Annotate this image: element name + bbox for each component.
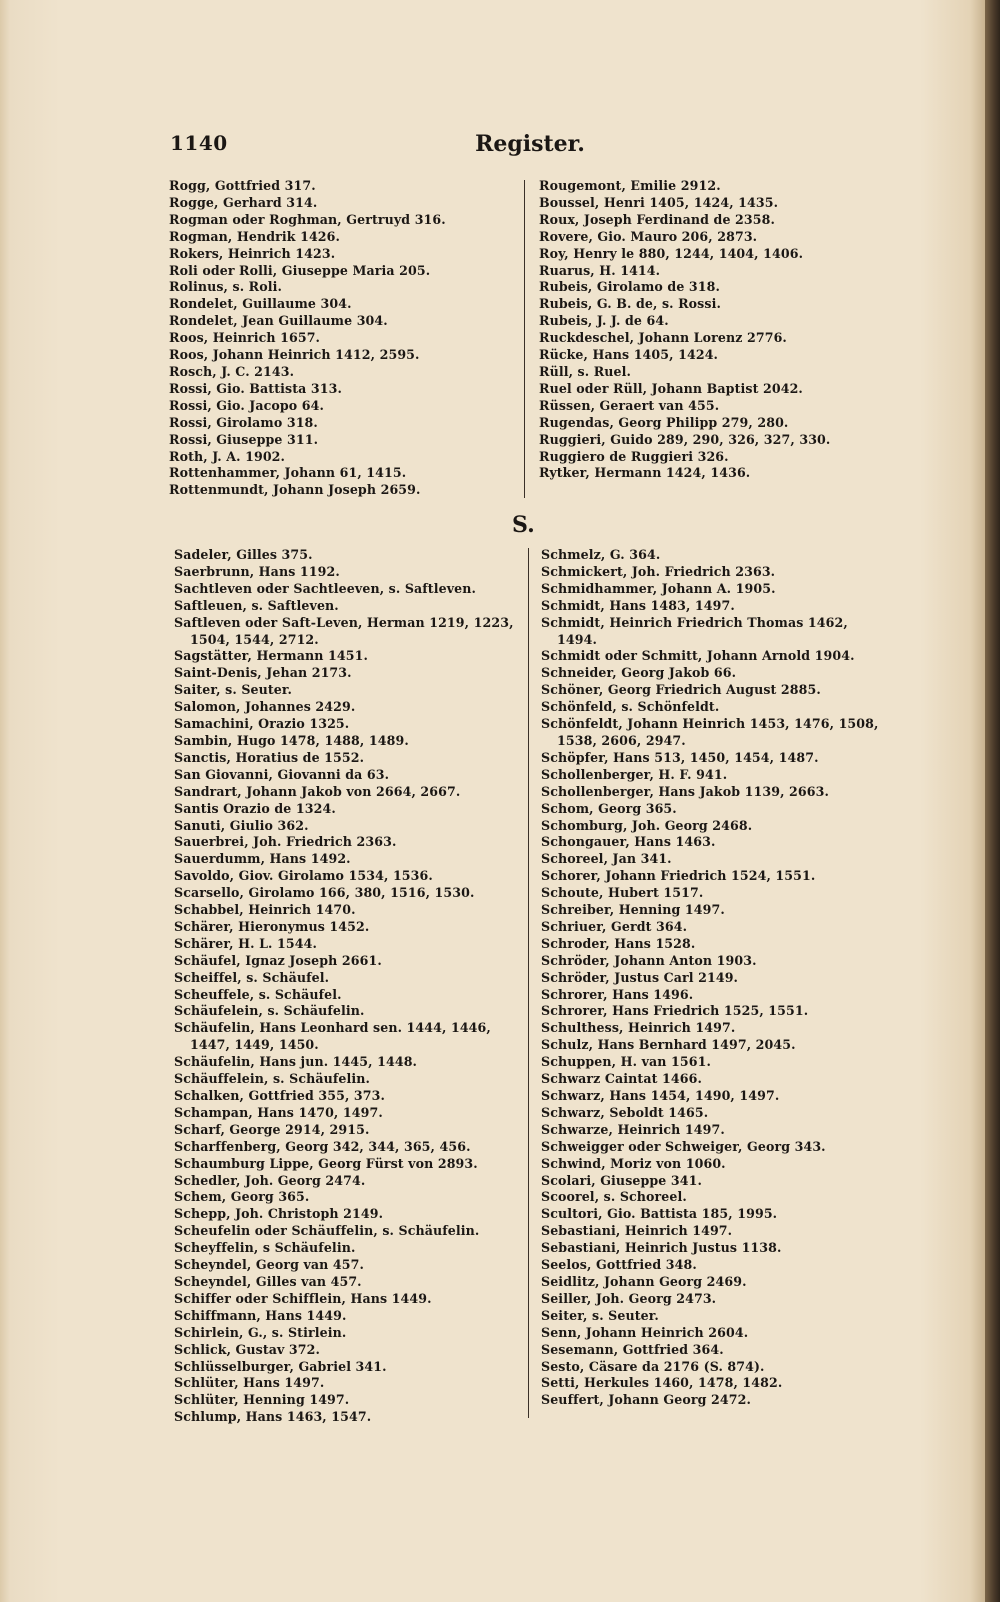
index-entry: Rüll, s. Ruel. — [539, 363, 632, 379]
index-entry: Rossi, Girolamo 318. — [169, 414, 318, 430]
index-entry: Schriuer, Gerdt 364. — [541, 918, 688, 934]
index-entry: Rogman oder Roghman, Gertruyd 316. — [169, 211, 446, 227]
page-number: 1140 — [170, 131, 228, 155]
index-entry: Sebastiani, Heinrich 1497. — [541, 1223, 733, 1239]
column-divider — [528, 548, 529, 1418]
index-entry: Schreiber, Henning 1497. — [541, 902, 725, 918]
index-entry: Sanctis, Horatius de 1552. — [174, 749, 365, 765]
index-entry: Schwarz Caintat 1466. — [541, 1071, 702, 1087]
index-entry: Rogg, Gottfried 317. — [169, 178, 316, 193]
index-entry: Rougemont, Emilie 2912. — [539, 178, 721, 193]
index-entry: Sandrart, Johann Jakob von 2664, 2667. — [174, 783, 461, 799]
index-entry: Savoldo, Giov. Girolamo 1534, 1536. — [174, 868, 433, 884]
index-entry: Rubeis, G. B. de, s. Rossi. — [539, 296, 721, 312]
index-entry: Schwarz, Hans 1454, 1490, 1497. — [541, 1088, 780, 1103]
index-column-r-left — [169, 178, 514, 499]
index-column-s-right — [541, 547, 881, 1409]
index-entry: Roy, Henry le 880, 1244, 1404, 1406. — [539, 245, 804, 261]
index-entry: Seidlitz, Johann Georg 2469. — [541, 1273, 747, 1289]
index-entry: Rossi, Gio. Jacopo 64. — [169, 397, 324, 413]
index-entry: Scolari, Giuseppe 341. — [541, 1172, 702, 1188]
index-entry: Ruckdeschel, Johann Lorenz 2776. — [539, 330, 787, 346]
index-entry: Sadeler, Gilles 375. — [174, 547, 313, 562]
index-entry: Rytker, Hermann 1424, 1436. — [539, 465, 751, 481]
index-entry: Boussel, Henri 1405, 1424, 1435. — [539, 194, 779, 210]
index-entry: Schäufelin, Hans Leonhard sen. 1444, 1446, 1447, 1449, 1450. — [174, 1020, 491, 1053]
index-entry: Roux, Joseph Ferdinand de 2358. — [539, 211, 775, 227]
index-entry: Schmelz, G. 364. — [541, 547, 661, 562]
index-entry: Sauerdumm, Hans 1492. — [174, 851, 351, 867]
index-entry: Scoorel, s. Schoreel. — [541, 1189, 687, 1205]
index-entry: Rottenmundt, Johann Joseph 2659. — [169, 482, 421, 498]
index-entry: Schlüsselburger, Gabriel 341. — [174, 1358, 387, 1374]
index-entry: Schärer, H. L. 1544. — [174, 935, 317, 951]
index-entry: Schiffmann, Hans 1449. — [174, 1307, 347, 1323]
index-entry: Scheufelin oder Schäuffelin, s. Schäufelin. — [174, 1223, 480, 1239]
index-entry: Schuppen, H. van 1561. — [541, 1054, 711, 1070]
index-entry: Saftleuen, s. Saftleven. — [174, 597, 339, 613]
index-entry: Schröder, Justus Carl 2149. — [541, 969, 739, 985]
index-entry: Schmidt, Hans 1483, 1497. — [541, 597, 735, 613]
index-entry: Scheiffel, s. Schäufel. — [174, 969, 330, 985]
index-entry: Saint-Denis, Jehan 2173. — [174, 665, 352, 681]
index-entry: Schollenberger, Hans Jakob 1139, 2663. — [541, 783, 829, 799]
index-entry: Ruggieri, Guido 289, 290, 326, 327, 330. — [539, 431, 831, 447]
index-entry: Sesemann, Gottfried 364. — [541, 1341, 724, 1357]
index-entry: Rugendas, Georg Philipp 279, 280. — [539, 414, 789, 430]
index-entry: Salomon, Johannes 2429. — [174, 699, 356, 715]
index-entry: Sagstätter, Hermann 1451. — [174, 648, 368, 664]
index-entry: Sanuti, Giulio 362. — [174, 817, 309, 833]
index-entry: Scarsello, Girolamo 166, 380, 1516, 1530. — [174, 885, 475, 901]
index-column-s-left — [174, 547, 514, 1426]
index-entry: Schäufelein, s. Schäufelin. — [174, 1003, 365, 1019]
index-entry: Rücke, Hans 1405, 1424. — [539, 347, 719, 363]
index-entry: Roos, Heinrich 1657. — [169, 330, 321, 346]
index-entry: Schepp, Joh. Christoph 2149. — [174, 1206, 384, 1222]
index-entry: Schroder, Hans 1528. — [541, 935, 696, 951]
index-entry: Schäufel, Ignaz Joseph 2661. — [174, 952, 382, 968]
index-entry: Sesto, Cäsare da 2176 (S. 874). — [541, 1358, 765, 1374]
index-column-r-right — [539, 178, 889, 482]
index-entry: Scharffenberg, Georg 342, 344, 365, 456. — [174, 1138, 471, 1154]
index-entry: Sachtleven oder Sachtleeven, s. Saftleven. — [174, 580, 476, 596]
index-entry: Schlump, Hans 1463, 1547. — [174, 1409, 372, 1425]
index-entry: Schweigger oder Schweiger, Georg 343. — [541, 1138, 826, 1154]
index-entry: Schomburg, Joh. Georg 2468. — [541, 817, 753, 833]
index-entry: Schwarze, Heinrich 1497. — [541, 1121, 725, 1137]
index-entry: Schöner, Georg Friedrich August 2885. — [541, 682, 821, 698]
index-entry: Scheyndel, Georg van 457. — [174, 1257, 364, 1273]
index-entry: Schäuffelein, s. Schäufelin. — [174, 1071, 371, 1087]
index-entry: Seuffert, Johann Georg 2472. — [541, 1392, 751, 1408]
index-entry: Ruggiero de Ruggieri 326. — [539, 448, 729, 464]
index-entry: Samachini, Orazio 1325. — [174, 716, 350, 732]
index-entry: Setti, Herkules 1460, 1478, 1482. — [541, 1375, 783, 1391]
index-entry: Rüssen, Geraert van 455. — [539, 397, 720, 413]
index-entry: Saftleven oder Saft-Leven, Herman 1219, 1223, 1504, 1544, 2712. — [174, 614, 514, 647]
index-entry: Scultori, Gio. Battista 185, 1995. — [541, 1206, 778, 1222]
page-title: Register. — [475, 131, 585, 157]
index-entry: Schoute, Hubert 1517. — [541, 885, 704, 901]
index-entry: Saiter, s. Seuter. — [174, 682, 292, 698]
index-entry: Seiter, s. Seuter. — [541, 1307, 659, 1323]
index-entry: Ruarus, H. 1414. — [539, 262, 661, 278]
index-entry: Roli oder Rolli, Giuseppe Maria 205. — [169, 262, 431, 278]
index-entry: Rondelet, Jean Guillaume 304. — [169, 313, 388, 329]
index-entry: Scheuffele, s. Schäufel. — [174, 986, 342, 1002]
index-entry: Seelos, Gottfried 348. — [541, 1257, 697, 1273]
index-entry: Schwarz, Seboldt 1465. — [541, 1104, 709, 1120]
index-entry: Schem, Georg 365. — [174, 1189, 310, 1205]
index-entry: Schmidt oder Schmitt, Johann Arnold 1904. — [541, 648, 855, 664]
index-entry: Schlüter, Henning 1497. — [174, 1392, 350, 1408]
index-entry: Schaumburg Lippe, Georg Fürst von 2893. — [174, 1155, 478, 1171]
index-entry: Santis Orazio de 1324. — [174, 800, 336, 816]
index-entry: Rottenhammer, Johann 61, 1415. — [169, 465, 407, 481]
index-entry: Schrorer, Hans 1496. — [541, 986, 694, 1002]
index-entry: Schabbel, Heinrich 1470. — [174, 902, 356, 918]
index-entry: Sauerbrei, Joh. Friedrich 2363. — [174, 834, 397, 850]
index-entry: Schulz, Hans Bernhard 1497, 2045. — [541, 1037, 796, 1053]
index-entry: Rossi, Giuseppe 311. — [169, 431, 319, 447]
index-entry: Schlüter, Hans 1497. — [174, 1375, 325, 1391]
index-entry: Rogman, Hendrik 1426. — [169, 228, 341, 244]
index-entry: Scheyffelin, s Schäufelin. — [174, 1240, 356, 1256]
index-entry: Seiller, Joh. Georg 2473. — [541, 1290, 717, 1306]
index-entry: Sebastiani, Heinrich Justus 1138. — [541, 1240, 782, 1256]
index-entry: Sambin, Hugo 1478, 1488, 1489. — [174, 732, 409, 748]
index-entry: San Giovanni, Giovanni da 63. — [174, 766, 390, 782]
index-entry: Schalken, Gottfried 355, 373. — [174, 1088, 385, 1103]
index-entry: Rubeis, J. J. de 64. — [539, 313, 669, 329]
index-entry: Rubeis, Girolamo de 318. — [539, 279, 720, 295]
index-entry: Rogge, Gerhard 314. — [169, 194, 318, 210]
index-entry: Schönfeld, s. Schönfeldt. — [541, 699, 720, 715]
index-entry: Senn, Johann Heinrich 2604. — [541, 1324, 749, 1340]
index-entry: Schirlein, G., s. Stirlein. — [174, 1324, 347, 1340]
index-entry: Schorer, Johann Friedrich 1524, 1551. — [541, 868, 816, 884]
index-entry: Rokers, Heinrich 1423. — [169, 245, 336, 261]
index-entry: Rosch, J. C. 2143. — [169, 363, 295, 379]
book-edge — [985, 0, 1000, 1602]
index-entry: Rolinus, s. Roli. — [169, 279, 282, 295]
index-entry: Schröder, Johann Anton 1903. — [541, 952, 757, 968]
index-entry: Schmidhammer, Johann A. 1905. — [541, 580, 776, 596]
index-entry: Scheyndel, Gilles van 457. — [174, 1273, 362, 1289]
index-entry: Schiffer oder Schifflein, Hans 1449. — [174, 1290, 432, 1306]
index-entry: Roos, Johann Heinrich 1412, 2595. — [169, 347, 420, 363]
index-entry: Rondelet, Guillaume 304. — [169, 296, 352, 312]
index-entry: Schom, Georg 365. — [541, 800, 677, 816]
index-entry: Rovere, Gio. Mauro 206, 2873. — [539, 228, 758, 244]
index-entry: Schärer, Hieronymus 1452. — [174, 918, 370, 934]
index-entry: Schampan, Hans 1470, 1497. — [174, 1104, 383, 1120]
index-entry: Schöpfer, Hans 513, 1450, 1454, 1487. — [541, 749, 819, 765]
index-entry: Schmickert, Joh. Friedrich 2363. — [541, 563, 776, 579]
index-entry: Schwind, Moriz von 1060. — [541, 1155, 726, 1171]
index-entry: Ruel oder Rüll, Johann Baptist 2042. — [539, 380, 803, 396]
index-entry: Schrorer, Hans Friedrich 1525, 1551. — [541, 1003, 809, 1019]
index-entry: Schulthess, Heinrich 1497. — [541, 1020, 736, 1036]
index-entry: Schongauer, Hans 1463. — [541, 834, 716, 850]
index-entry: Saerbrunn, Hans 1192. — [174, 563, 340, 579]
index-entry: Schäufelin, Hans jun. 1445, 1448. — [174, 1054, 418, 1070]
index-entry: Schedler, Joh. Georg 2474. — [174, 1172, 366, 1188]
section-letter: S. — [512, 512, 535, 538]
index-entry: Schlick, Gustav 372. — [174, 1341, 321, 1357]
index-entry: Scharf, George 2914, 2915. — [174, 1121, 370, 1137]
index-entry: Schollenberger, H. F. 941. — [541, 766, 728, 782]
index-entry: Schneider, Georg Jakob 66. — [541, 665, 737, 681]
index-entry: Schmidt, Heinrich Friedrich Thomas 1462, 1494. — [541, 614, 848, 647]
index-entry: Schönfeldt, Johann Heinrich 1453, 1476, 1508, 1538, 2606, 2947. — [541, 716, 879, 748]
index-entry: Rossi, Gio. Battista 313. — [169, 380, 342, 396]
column-divider — [524, 180, 525, 498]
index-entry: Roth, J. A. 1902. — [169, 448, 286, 464]
index-entry: Schoreel, Jan 341. — [541, 851, 672, 867]
